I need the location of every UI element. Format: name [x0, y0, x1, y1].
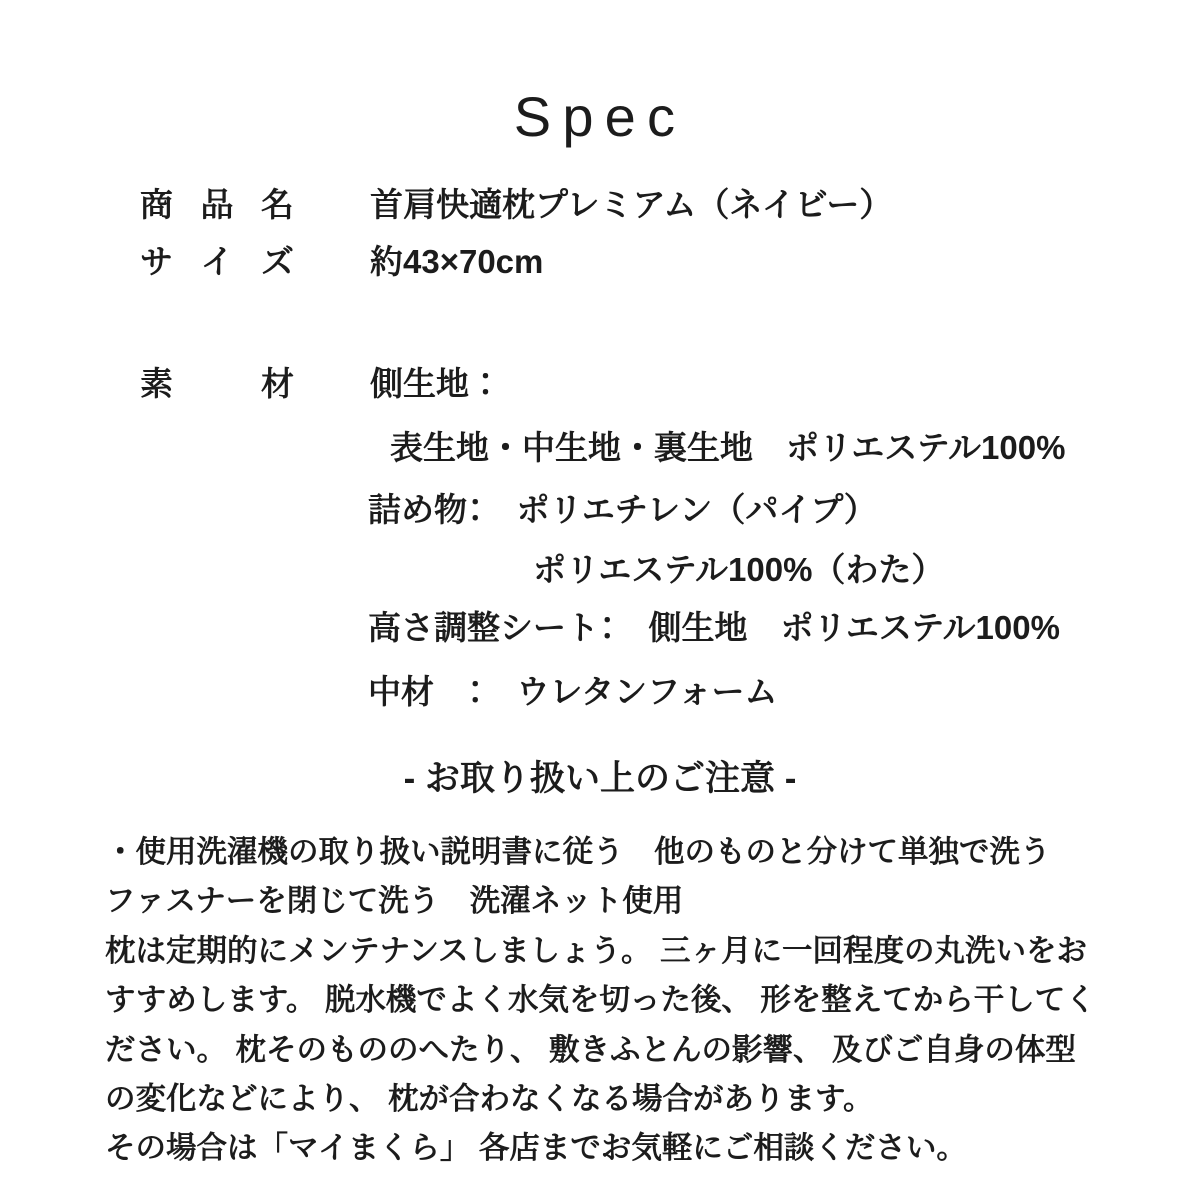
- spec-row-size: [140, 242, 543, 282]
- care-line: ださい。 枕そのもののへたり、 敷きふとんの影響、 及びご自身の体型: [105, 1032, 1076, 1067]
- spec-label-material: 素 材: [140, 365, 294, 402]
- page-title: Spec: [513, 85, 687, 148]
- spec-label-product-name: 商 品 名: [140, 186, 294, 223]
- material-line-fabric: 表生地・中生地・裏生地 ポリエステル100%: [390, 429, 1066, 466]
- spec-value-size: 約43×70cm: [370, 243, 544, 280]
- material-line-core: 中材 ： ウレタンフォーム: [368, 673, 778, 710]
- spec-label-size: サ イ ズ: [140, 243, 294, 280]
- material-line-filling-wata: ポリエステル100%（わた）: [533, 551, 945, 588]
- care-line: の変化などにより、 枕が合わなくなる場合があります。: [105, 1082, 874, 1117]
- care-line: ・使用洗濯機の取り扱い説明書に従う 他のものと分けて単独で洗う: [105, 835, 1051, 869]
- spec-row-material: [140, 364, 502, 404]
- care-line: 枕は定期的にメンテナンスしましょう。 三ヶ月に一回程度の丸洗いをお: [105, 933, 1088, 968]
- care-line: その場合は「マイまくら」 各店までお気軽にご相談ください。: [105, 1131, 967, 1166]
- care-line: すすめします。 脱水機でよく水気を切った後、 形を整えてから干してく: [105, 983, 1096, 1018]
- material-line-height-sheet: 高さ調整シート： 側生地 ポリエステル100%: [368, 609, 1060, 646]
- spec-value-product-name: 首肩快適枕プレミアム（ネイビー）: [370, 186, 893, 223]
- material-line-filling: 詰め物： ポリエチレン（パイプ）: [368, 491, 877, 528]
- care-line: ファスナーを閉じて洗う 洗濯ネット使用: [105, 884, 684, 919]
- care-notice-heading: - お取り扱い上のご注意 -: [403, 759, 797, 798]
- spec-value-material: 側生地：: [370, 365, 502, 402]
- care-notice-paragraph: [105, 828, 1096, 1174]
- spec-row-product-name: [140, 185, 892, 225]
